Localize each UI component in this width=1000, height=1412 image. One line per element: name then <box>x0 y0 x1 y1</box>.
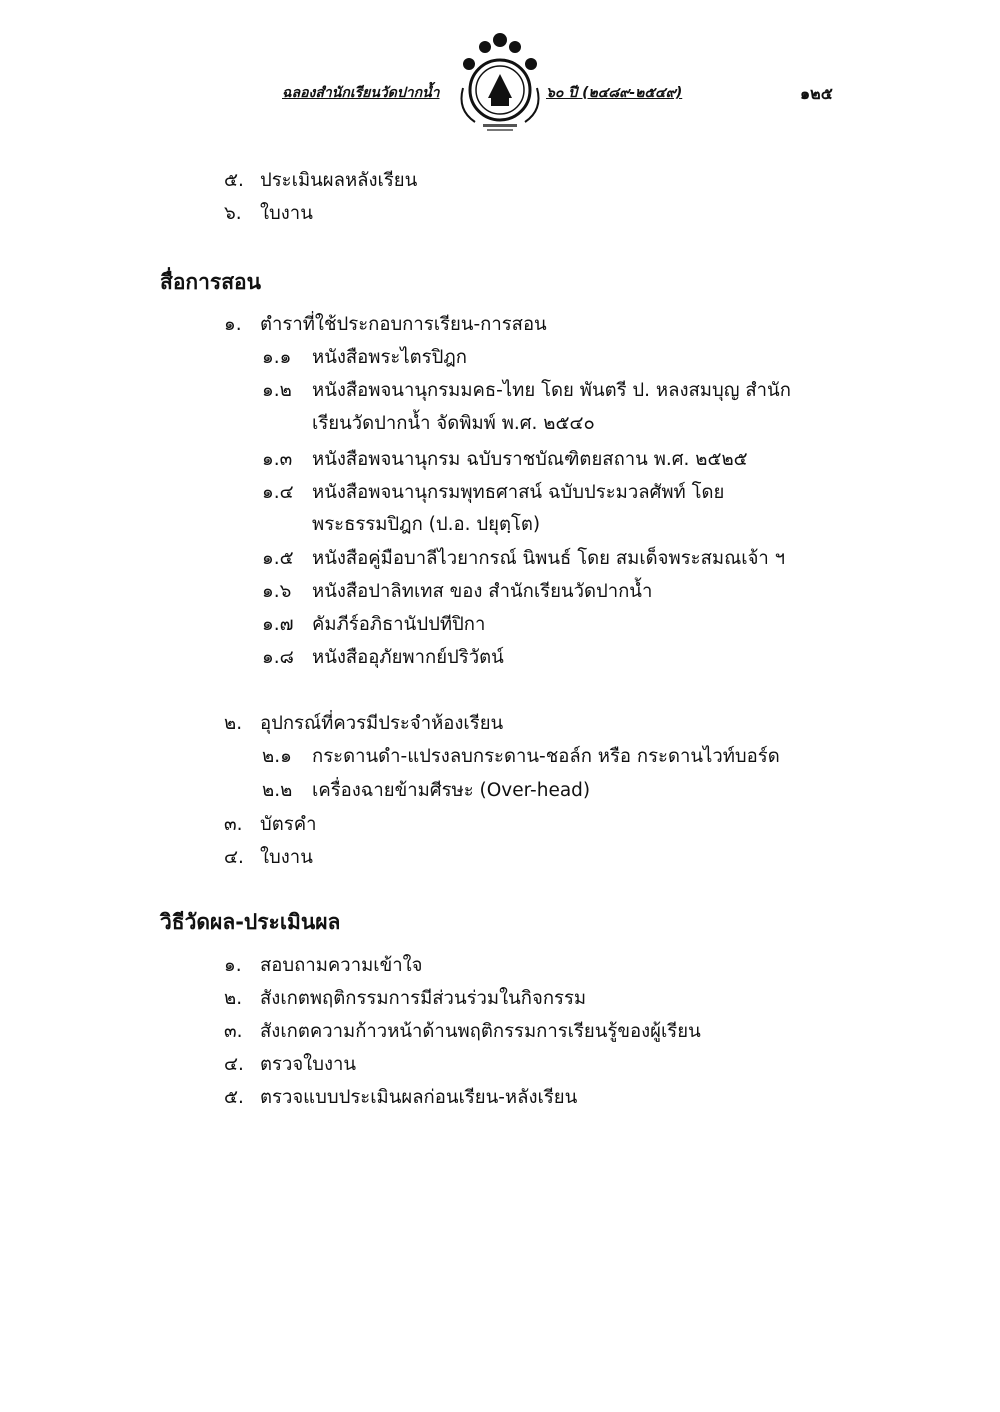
sub-item-text: หนังสืออุภัยพากย์ปริวัตน์ <box>312 647 504 668</box>
item-number: ๒. <box>224 713 243 734</box>
page-header <box>0 30 1000 140</box>
list-item <box>224 845 313 871</box>
item-text: บัตรคำ <box>260 814 317 835</box>
list-item <box>224 1052 356 1078</box>
sub-list-item <box>262 645 504 671</box>
item-text: ใบงาน <box>260 203 313 224</box>
sub-list-item <box>262 778 590 804</box>
sub-list-item <box>262 579 652 605</box>
list-item <box>224 986 586 1012</box>
sub-item-number: ๒.๑ <box>262 746 292 767</box>
list-item <box>224 201 313 227</box>
sub-list-item <box>262 480 724 506</box>
item-text: ตำราที่ใช้ประกอบการเรียน-การสอน <box>260 314 547 335</box>
sub-item-number: ๑.๒ <box>262 380 292 401</box>
item-number: ๔. <box>224 847 244 868</box>
item-text: ตรวจใบงาน <box>260 1054 357 1075</box>
sub-item-number: ๑.๑ <box>262 347 292 368</box>
sub-item-number: ๑.๘ <box>262 647 294 668</box>
sub-list-item <box>262 378 791 404</box>
sub-list-item <box>262 546 785 572</box>
list-item <box>224 312 547 338</box>
sub-item-text: หนังสือพระไตรปิฎก <box>312 347 467 368</box>
item-text: อุปกรณ์ที่ควรมีประจำห้องเรียน <box>260 713 504 734</box>
list-item <box>224 168 417 194</box>
sub-list-item <box>262 345 467 371</box>
item-number: ๓. <box>224 1021 243 1042</box>
item-number: ๔. <box>224 1054 244 1075</box>
sub-item-text: หนังสือคู่มือบาลีไวยากรณ์ นิพนธ์ โดย สมเด็จพระสมณเจ้า ฯ <box>312 548 786 569</box>
sub-item-number: ๑.๓ <box>262 449 293 470</box>
sub-item-number: ๑.๖ <box>262 581 292 602</box>
section-heading-media: สื่อการสอน <box>160 270 262 294</box>
sub-item-text: เครื่องฉายข้ามศีรษะ (Over-head) <box>312 780 591 801</box>
list-item <box>224 711 503 737</box>
item-text: สังเกตพฤติกรรมการมีส่วนร่วมในกิจกรรม <box>260 988 587 1009</box>
temple-seal-icon <box>455 30 545 135</box>
item-text: สอบถามความเข้าใจ <box>260 955 423 976</box>
sub-list-item <box>262 447 748 473</box>
header-title: ฉลองสำนักเรียนวัดปากน้ำ <box>282 85 440 101</box>
page-number: ๑๒๕ <box>800 84 833 103</box>
header-anniversary: ๖๐ ปี (๒๔๘๙-๒๕๔๙) <box>546 85 683 101</box>
sub-list-item <box>262 744 780 770</box>
sub-item-text: หนังสือพจนานุกรมมคธ-ไทย โดย พันตรี ป. หลงสมบุญ สำนัก <box>312 380 791 401</box>
item-number: ๑. <box>224 955 242 976</box>
item-text: ใบงาน <box>260 847 313 868</box>
sub-item-text: หนังสือปาลิทเทส ของ สำนักเรียนวัดปากน้ำ <box>312 581 653 602</box>
item-number: ๕. <box>224 170 244 191</box>
item-number: ๑. <box>224 314 242 335</box>
sub-item-number: ๒.๒ <box>262 780 293 801</box>
sub-item-text: หนังสือพจนานุกรมพุทธศาสน์ ฉบับประมวลศัพท์ โดย <box>312 482 725 503</box>
list-item <box>224 1019 701 1045</box>
sub-item-continuation: เรียนวัดปากน้ำ จัดพิมพ์ พ.ศ. ๒๕๔๐ <box>312 413 595 434</box>
item-number: ๓. <box>224 814 243 835</box>
list-item <box>224 812 316 838</box>
item-number: ๖. <box>224 203 242 224</box>
section-heading-evaluation: วิธีวัดผล-ประเมินผล <box>160 910 341 934</box>
sub-item-continuation: พระธรรมปิฎก (ป.อ. ปยุตฺโต) <box>312 514 541 535</box>
list-item <box>224 953 423 979</box>
item-text: ประเมินผลหลังเรียน <box>260 170 418 191</box>
item-text: สังเกตความก้าวหน้าด้านพฤติกรรมการเรียนรู้ของผู้เรียน <box>260 1021 701 1042</box>
sub-item-text: คัมภีร์อภิธานัปปทีปิกา <box>312 614 486 635</box>
item-number: ๕. <box>224 1087 244 1108</box>
item-text: ตรวจแบบประเมินผลก่อนเรียน-หลังเรียน <box>260 1087 578 1108</box>
sub-item-number: ๑.๕ <box>262 548 294 569</box>
sub-list-item <box>262 612 485 638</box>
sub-item-text: หนังสือพจนานุกรม ฉบับราชบัณฑิตยสถาน พ.ศ. ๒๕๒๕ <box>312 449 748 470</box>
list-item <box>224 1085 577 1111</box>
sub-item-number: ๑.๗ <box>262 614 294 635</box>
sub-item-text: กระดานดำ-แปรงลบกระดาน-ชอล์ก หรือ กระดานไวท์บอร์ด <box>312 746 780 767</box>
item-number: ๒. <box>224 988 243 1009</box>
sub-item-number: ๑.๔ <box>262 482 294 503</box>
